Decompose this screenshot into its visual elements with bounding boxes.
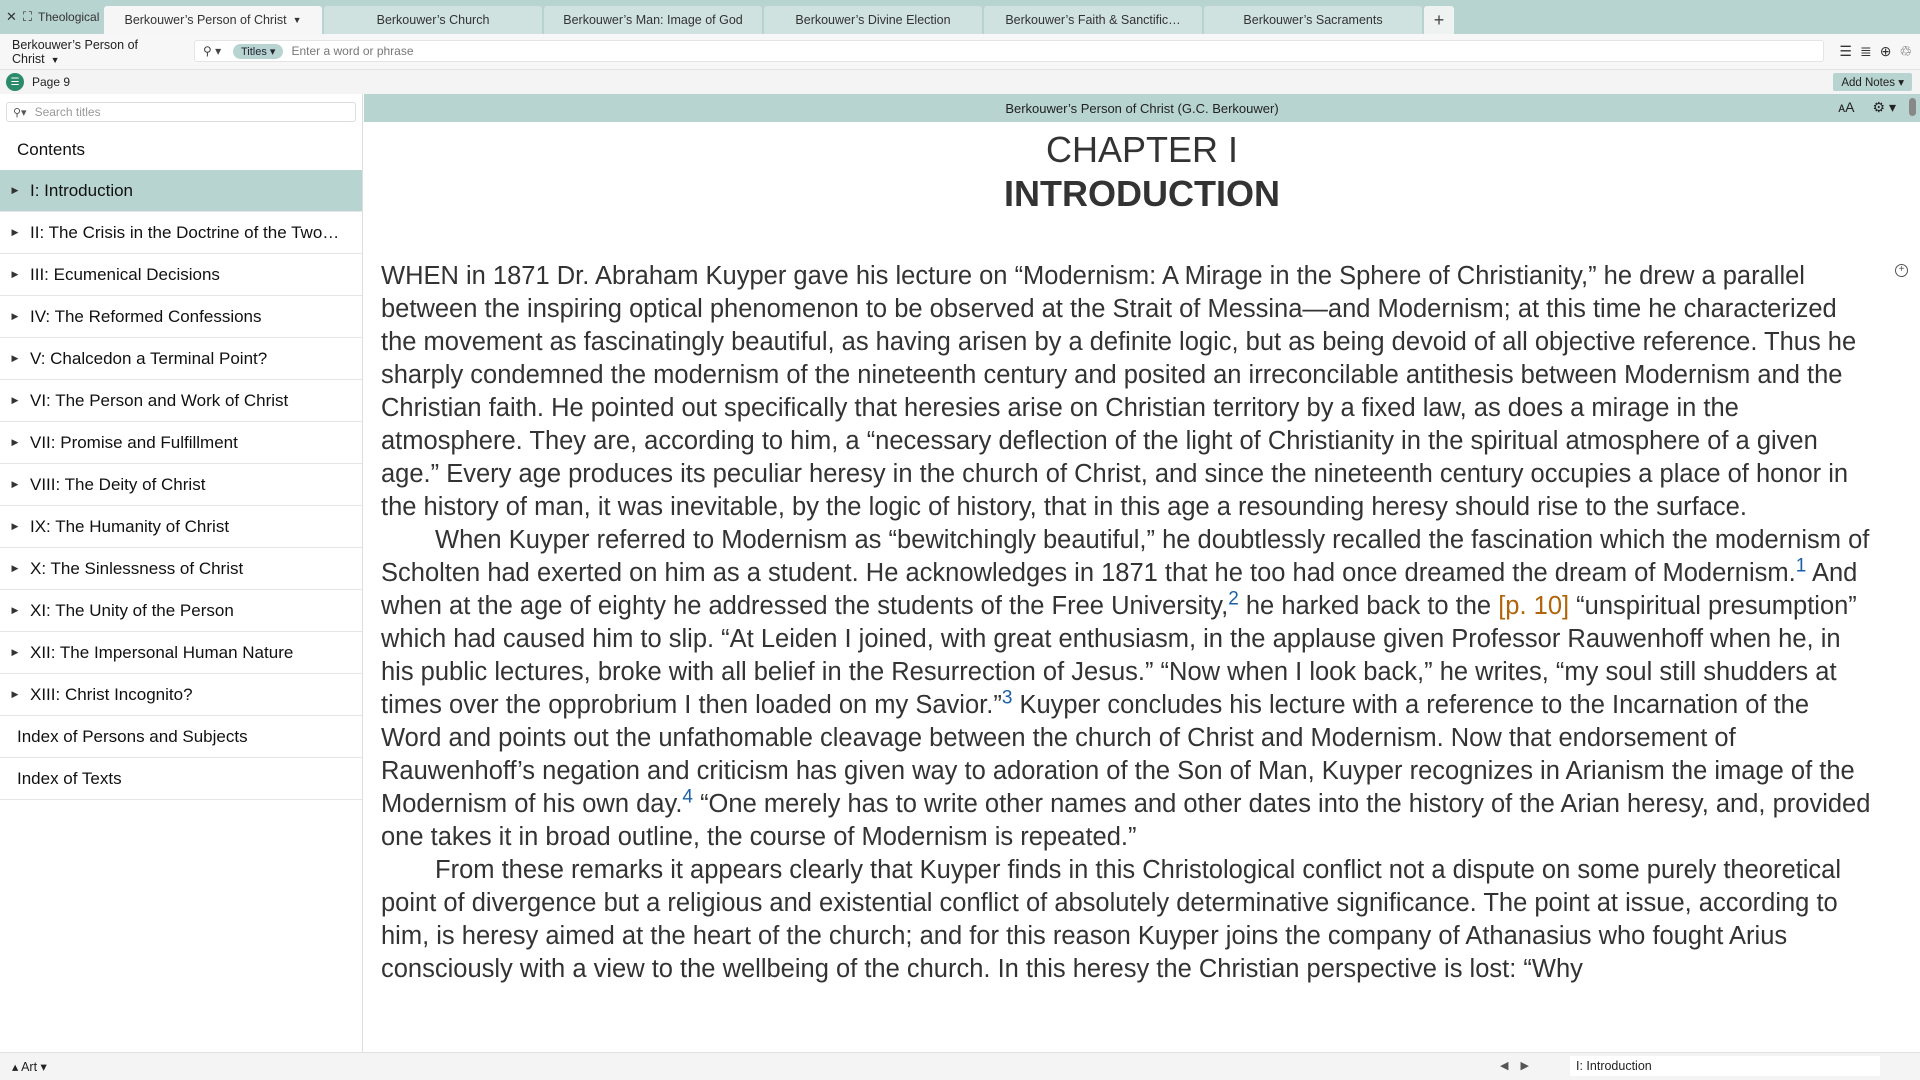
footnote-link[interactable]: 4 [682,786,693,808]
add-panel-icon[interactable]: ⊕ [1879,43,1892,59]
search-icon: ⚲▾ [13,106,27,119]
search-titles-input[interactable]: ⚲▾ Search titles [6,102,356,122]
search-scope-pill[interactable]: Titles ▾ [233,44,283,59]
tab-faith-sanctification[interactable]: Berkouwer’s Faith & Sanctific… [984,6,1202,34]
tab-sacraments[interactable]: Berkouwer’s Sacraments [1204,6,1422,34]
add-tab-button[interactable] [1424,6,1454,34]
toc-item-chalcedon[interactable]: ▶ V: Chalcedon a Terminal Point? [0,338,362,380]
toolbar [0,34,1920,70]
paragraph: When Kuyper referred to Modernism as “bewitchingly beautiful,” he doubtlessly recalled the fascination which the modernism of Scholten had exerted on him as a student. He acknowledges in 1871 that he too had once dreamed the dream of Modernism.$^1$ And when at the age of eighty he addressed the students of the Free University,$^2$ he harked back to the [p. 10] “unspiritual presumption” which had caused him to slip. “At Leiden I joined, with great enthusiasm, in the applause given Professor Rauwenhoff when he, in his public lectures, broke with all belief in the Resurrection of Jesus.” “Now when I look back,” he writes, “my soul still shudders at times over the opprobrium I then loaded on my Savior.”$^3$ Kuyper concludes his lecture with a reference to the Incarnation of the Word and points out the unfathomable cleavage between the church of Christ and Modernism. Now that endorsement of Rauwenhoff’s negation and criticism has given way to adoration of the Son of Man, Kuyper recognizes in Arianism the image of the Modernism of his own day.$^4$ “One merely has to write other names and other dates into the history of the Arian heresy, and, provided one takes it in broad outline, the course of Modernism is repeated.” [381,526,1871,851]
reader-pane [364,94,1920,1052]
article-body [381,260,1871,986]
status-bar [0,1052,1920,1080]
contents-heading[interactable]: Contents [17,140,86,159]
expand-icon[interactable]: ▶ [11,353,19,363]
resource-selector[interactable]: Berkouwer’s Person of Christ ▼ [12,37,138,66]
page-number: Page 9 [32,75,71,89]
toc-item-unity[interactable]: ▶ XI: The Unity of the Person [0,590,362,632]
toc-item-humanity[interactable]: ▶ IX: The Humanity of Christ [0,506,362,548]
footnote-link[interactable]: 1 [1795,555,1807,577]
toc-item-christ-incognito[interactable]: ▶ XIII: Christ Incognito? [0,674,362,716]
search-placeholder: Enter a word or phrase [291,44,414,58]
layout-icon[interactable]: ☰ [1839,43,1852,59]
tab-church[interactable]: Berkouwer’s Church [324,6,542,34]
expand-icon[interactable]: ▶ [11,521,19,531]
expand-icon[interactable]: ▶ [11,605,19,615]
toc-item-index-texts[interactable]: Index of Texts [0,758,362,800]
toc-item-index-persons[interactable]: Index of Persons and Subjects [0,716,362,758]
back-arrow-icon[interactable]: ◀ [1500,1060,1509,1072]
toc-item-reformed-confessions[interactable]: ▶ IV: The Reformed Confessions [0,296,362,338]
toc-item-introduction[interactable]: ▶ I: Introduction [0,170,362,212]
paragraph: WHEN in 1871 Dr. Abraham Kuyper gave his lecture on “Modernism: A Mirage in the Sphere of Christianity,” he drew a parallel between the inspiring optical phenomenon to be observed at the Strait of Messina—and Modernism; at this time he characterized the movement as fascinatingly beautiful, as having arisen by a definite logic, but as being devoid of all objective reference. Thus he sharply condemned the modernism of the nineteenth century and posited an irreconcilable antithesis between Modernism and the Christian faith. He pointed out specifically that heresies arise on Christian territory by a fixed law, as does a mirage in the atmosphere. They are, according to him, a “necessary deflection of the light of Christianity in the spiritual atmosphere of a given age.” Every age produces its peculiar heresy in the church of Christ, and since the nineteenth century occupies a place of honor in the history of man, it was inevitable, by the logic of history, that in this age a resounding heresy should rise to the surface. [381,262,1857,521]
toc-item-person-and-work[interactable]: ▶ VI: The Person and Work of Christ [0,380,362,422]
search-input[interactable] [194,40,1824,62]
tab-divine-election[interactable]: Berkouwer’s Divine Election [764,6,982,34]
contents-sidebar [0,94,363,1052]
paragraph: From these remarks it appears clearly that Kuyper finds in this Christological conflict not a dispute on some purely theoretical point of divergence but a religious and existential conflict of absolutely determinative significance. The point at issue, according to him, is heresy aimed at the heart of the church; and for this reason Kuyper joins the company of Athanasius who fought Arius consciously with a view to the wellbeing of the church. In this heresy the Christian perspective is lost: “Why [381,856,1841,983]
list-icon[interactable]: ≣ [1859,43,1872,59]
toc-item-crisis[interactable]: ▶ II: The Crisis in the Doctrine of the Two… [0,212,362,254]
page-reference: [p. 10] [1498,592,1570,620]
text-size-icon[interactable]: ᴀA [1838,99,1855,115]
expand-icon[interactable]: ▶ [11,269,19,279]
recycle-icon[interactable]: ♲ [1899,43,1912,59]
tab-man-image-of-god[interactable]: Berkouwer’s Man: Image of God [544,6,762,34]
art-menu[interactable]: ▴ Art ▾ [12,1060,47,1074]
resource-title: Berkouwer’s Person of Christ (G.C. Berkouwer) [1005,100,1279,116]
tab-person-of-christ[interactable]: Berkouwer’s Person of Christ ▼ [104,6,322,34]
add-note-icon[interactable]: + [1895,264,1908,277]
expand-icon[interactable]: ▶ [11,479,19,489]
location-field[interactable]: I: Introduction [1570,1056,1880,1076]
chevron-down-icon: ▼ [50,54,60,65]
expand-icon[interactable]: ▶ [11,689,19,699]
toc-item-ecumenical-decisions[interactable]: ▶ III: Ecumenical Decisions [0,254,362,296]
expand-icon[interactable]: ▶ [11,563,19,573]
footnote-link[interactable]: 3 [1001,687,1013,709]
app-title: Theological [38,10,100,24]
window-controls [0,0,104,34]
add-notes-button[interactable]: Add Notes ▾ [1833,73,1912,91]
page-bar [0,70,1920,94]
footnote-link[interactable]: 2 [1228,588,1239,610]
expand-icon[interactable]: ▶ [11,185,19,195]
chevron-down-icon[interactable]: ▼ [292,15,302,25]
tab-bar [0,0,1920,34]
scrollbar[interactable] [1909,98,1916,116]
toolbar-icons [1839,43,1912,60]
toc-item-impersonal-nature[interactable]: ▶ XII: The Impersonal Human Nature [0,632,362,674]
toc-item-promise-fulfillment[interactable]: ▶ VII: Promise and Fulfillment [0,422,362,464]
expand-icon[interactable]: ▶ [11,227,19,237]
chapter-title: INTRODUCTION [1004,173,1280,214]
expand-icon[interactable]: ▶ [11,647,19,657]
expand-icon[interactable]: ▶ [11,395,19,405]
expand-icon[interactable]: ▶ [11,311,19,321]
toc-item-deity[interactable]: ▶ VIII: The Deity of Christ [0,464,362,506]
close-icon[interactable]: ✕ [6,9,17,24]
table-of-contents-icon[interactable]: ☰ [6,73,24,91]
forward-arrow-icon[interactable]: ▶ [1520,1060,1529,1072]
gear-icon[interactable]: ⚙ ▾ [1872,99,1896,115]
plus-icon: + [1433,9,1445,30]
fullscreen-icon[interactable]: ⛶ [22,9,33,24]
chapter-number: CHAPTER I [1045,129,1239,170]
expand-icon[interactable]: ▶ [11,437,19,447]
search-icon[interactable]: ⚲ ▾ [203,44,222,58]
toc-item-sinlessness[interactable]: ▶ X: The Sinlessness of Christ [0,548,362,590]
reader-header [364,94,1920,122]
